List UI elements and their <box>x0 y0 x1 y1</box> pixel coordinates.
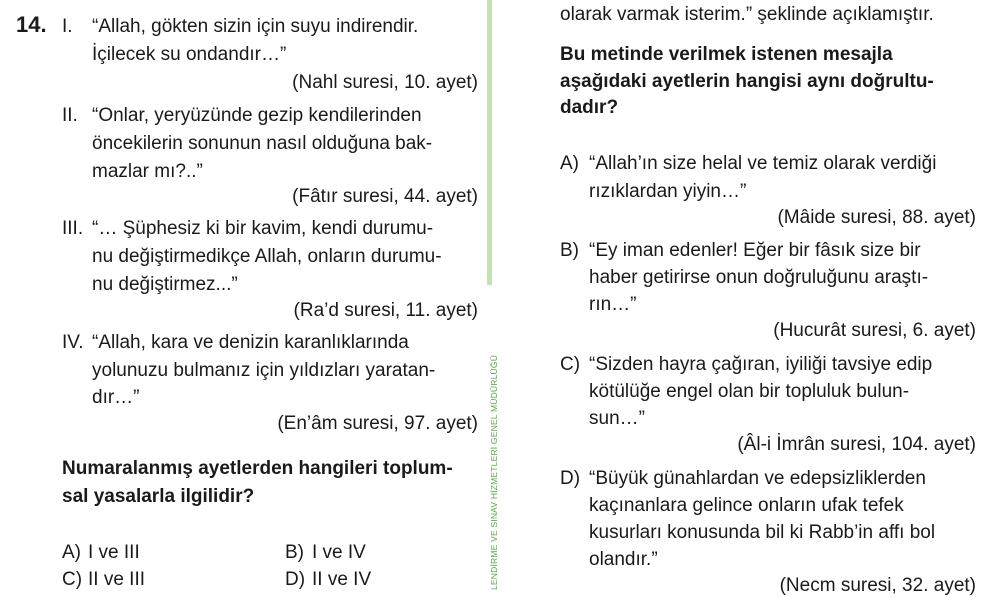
option-letter: C) <box>62 569 83 590</box>
right-question-line-2: aşağıdaki ayetlerin hangisi aynı doğrultu- <box>560 71 934 92</box>
item-2-line-1: “Onlar, yeryüzünde gezip kendilerinden <box>92 105 422 126</box>
side-vertical-text: LENDİRME VE SINAV HİZMETLERİ GENEL MÜDÜRLÜĞÜ <box>489 354 499 590</box>
option-letter: B) <box>560 240 579 261</box>
option-d-line-3: kusurları konusunda bil ki Rabb’in affı bol <box>589 522 936 543</box>
item-4-source: (En’âm suresi, 97. ayet) <box>277 413 478 434</box>
option-d-line-1: “Büyük günahlardan ve edepsizliklerden <box>589 468 926 489</box>
option-b-line-3: rın…” <box>589 294 637 315</box>
item-roman-4: IV. <box>62 332 84 353</box>
right-intro-line: olarak varmak isterim.” şeklinde açıklamıştır. <box>560 4 934 25</box>
column-divider <box>487 0 492 285</box>
option-letter: D) <box>560 468 581 489</box>
item-3-line-3: nu değiştirmez...” <box>92 274 238 295</box>
item-roman-2: II. <box>62 105 78 126</box>
item-2-line-3: mazlar mı?..” <box>92 161 203 182</box>
option-b-line-2: haber getirirse onun doğruluğunu araştı- <box>589 267 929 288</box>
item-3-line-2: nu değiştirmedikçe Allah, onların durumu- <box>92 246 442 267</box>
option-d-line-2: kaçınanlara gelince onların ufak tefek <box>589 495 904 516</box>
option-letter: C) <box>560 354 581 375</box>
question-number: 14. <box>16 12 47 37</box>
option-text: II ve IV <box>312 569 372 590</box>
item-roman-3: III. <box>62 218 84 239</box>
item-1-line-2: İçilecek su ondandır…” <box>92 44 287 65</box>
option-c-line-3: sun…” <box>589 408 645 429</box>
item-4-line-2: yolunuzu bulmanız için yıldızları yaratan- <box>92 360 436 381</box>
item-4-line-3: dır…” <box>92 387 140 408</box>
option-a-line-2: rızıklardan yiyin…” <box>589 181 747 202</box>
item-4-line-1: “Allah, kara ve denizin karanlıklarında <box>92 332 409 353</box>
option-c-line-1: “Sizden hayra çağıran, iyiliği tavsiye edip <box>589 354 933 375</box>
option-c-source: (Âl-i İmrân suresi, 104. ayet) <box>737 434 976 455</box>
option-letter: D) <box>285 569 306 590</box>
item-1-source: (Nahl suresi, 10. ayet) <box>292 72 478 93</box>
item-3-line-1: “… Şüphesiz ki bir kavim, kendi durumu- <box>92 218 434 239</box>
item-1-line-1: “Allah, gökten sizin için suyu indirendir. <box>92 16 419 37</box>
option-d-line-4: olandır.” <box>589 549 658 570</box>
item-2-line-2: öncekilerin sonunun nasıl olduğuna bak- <box>92 133 433 154</box>
option-a-line-1: “Allah’ın size helal ve temiz olarak verdiği <box>589 153 937 174</box>
option-b-source: (Hucurât suresi, 6. ayet) <box>773 320 976 341</box>
option-c-line-2: kötülüğe engel olan bir topluluk bulun- <box>589 381 910 402</box>
option-text: II ve III <box>88 569 146 590</box>
option-letter: B) <box>285 542 304 563</box>
item-3-source: (Ra’d suresi, 11. ayet) <box>293 300 478 321</box>
option-b-line-1: “Ey iman edenler! Eğer bir fâsık size bir <box>589 240 921 261</box>
option-text: I ve IV <box>312 542 366 563</box>
option-letter: A) <box>560 153 579 174</box>
option-a-source: (Mâide suresi, 88. ayet) <box>777 207 976 228</box>
left-question-line-2: sal yasalarla ilgilidir? <box>62 486 255 507</box>
right-question-line-1: Bu metinde verilmek istenen mesajla <box>560 44 893 65</box>
item-2-source: (Fâtır suresi, 44. ayet) <box>292 186 478 207</box>
left-question-line-1: Numaralanmış ayetlerden hangileri toplum- <box>62 458 453 479</box>
item-roman-1: I. <box>62 16 73 37</box>
option-d-source: (Necm suresi, 32. ayet) <box>779 575 976 596</box>
right-question-line-3: dadır? <box>560 97 619 118</box>
option-letter: A) <box>62 542 81 563</box>
option-text: I ve III <box>88 542 140 563</box>
